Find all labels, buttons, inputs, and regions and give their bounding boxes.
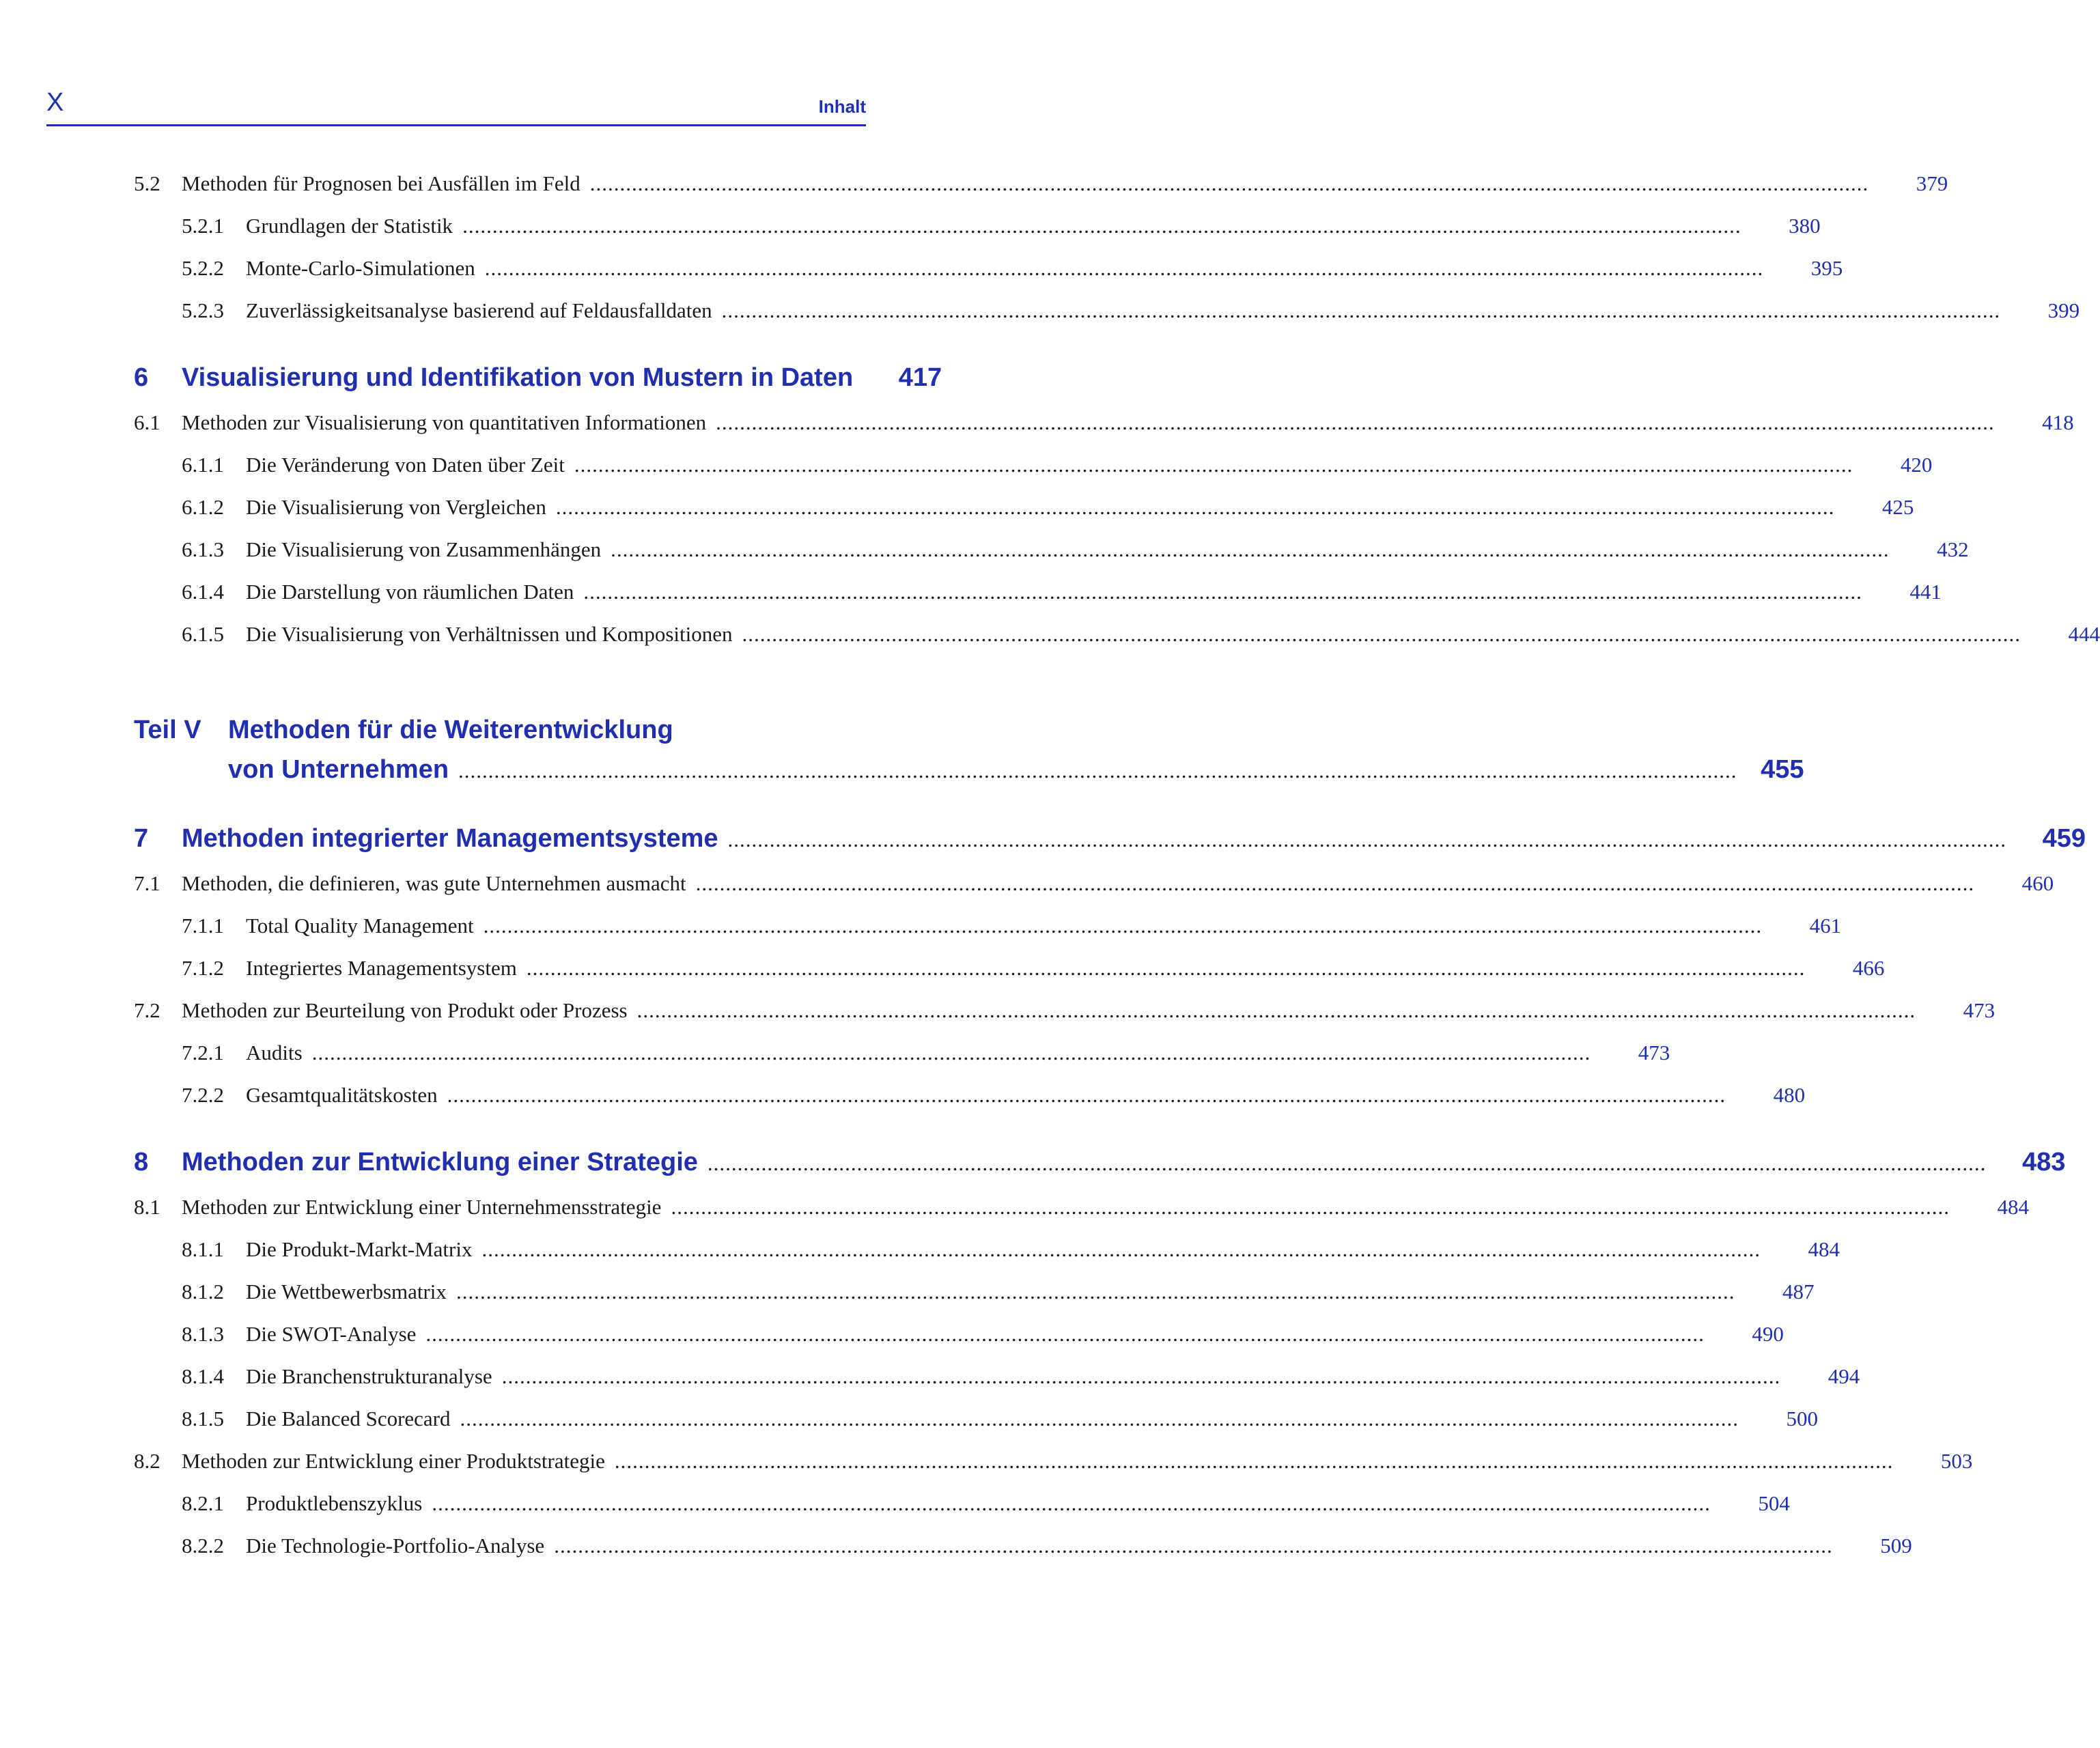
entry-title: Die Produkt-Markt-Matrix [246, 1237, 473, 1261]
entry-number: 8.1.2 [182, 1280, 224, 1303]
entry-page: 395 [1810, 256, 1843, 280]
dot-leader: ...................................................................................................................................................................................................................... [555, 495, 1835, 519]
entry-page: 509 [1880, 1534, 1912, 1557]
entry-page: 484 [1808, 1237, 1840, 1261]
dot-leader: ...................................................................................................................................................................................................................... [458, 759, 1737, 783]
entry-page: 473 [1638, 1041, 1670, 1065]
entry-title: Methoden zur Beurteilung von Produkt oder Prozess [182, 998, 628, 1022]
chapter-number: 6 [134, 363, 149, 392]
toc-entry-5-2-1[interactable] [0, 211, 1821, 241]
dot-leader: ...................................................................................................................................................................................................................... [311, 1041, 1591, 1065]
entry-title: Die Balanced Scorecard [246, 1407, 451, 1430]
running-head [46, 89, 866, 126]
entry-page: 494 [1828, 1364, 1860, 1388]
toc-entry-5-2-3[interactable] [0, 296, 2080, 326]
entry-page: 380 [1789, 214, 1821, 238]
entry-number: 6.1 [134, 410, 160, 434]
entry-number: 6.1.1 [182, 453, 224, 477]
entry-number: 7.2 [134, 998, 160, 1022]
entry-number: 6.1.5 [182, 622, 224, 646]
toc-entry-7-2[interactable] [0, 996, 1996, 1026]
toc-entry-8-1-5[interactable] [0, 1404, 1819, 1434]
entry-page: 480 [1773, 1083, 1806, 1107]
entry-title: Die Visualisierung von Zusammenhängen [246, 537, 602, 561]
entry-title: Die Veränderung von Daten über Zeit [246, 453, 565, 477]
toc-entry-8-1-4[interactable] [0, 1362, 1860, 1392]
dot-leader: ...................................................................................................................................................................................................................... [481, 1237, 1761, 1261]
entry-title: Methoden zur Entwicklung einer Produktstrategie [182, 1449, 605, 1473]
toc-entry-5-2-2[interactable] [0, 253, 1843, 283]
entry-number: 6.1.4 [182, 580, 224, 604]
dot-leader: ...................................................................................................................................................................................................................... [614, 1449, 1894, 1473]
entry-title: Methoden zur Visualisierung von quantitativen Informationen [182, 410, 707, 434]
entry-title: Zuverlässigkeitsanalyse basierend auf Feldausfalldaten [246, 298, 712, 322]
section-title: Inhalt [818, 96, 866, 117]
dot-leader: ...................................................................................................................................................................................................................... [611, 537, 1890, 561]
entry-page: 441 [1909, 580, 1942, 604]
part-title-line-2: von Unternehmen [228, 755, 449, 784]
entry-number: 7.1 [134, 871, 160, 895]
chapter-page: 417 [898, 363, 942, 392]
chapter-title: Methoden integrierter Managementsysteme [182, 824, 718, 853]
entry-number: 8.1.1 [182, 1237, 224, 1261]
entry-page: 432 [1937, 537, 1969, 561]
entry-page: 420 [1900, 453, 1933, 477]
part-title-line-1: Methoden für die Weiterentwicklung [228, 716, 673, 744]
toc-entry-6-1-4[interactable] [0, 577, 1942, 607]
part-title-line-2-row [228, 750, 1804, 791]
entry-page: 473 [1963, 998, 1996, 1022]
entry-number: 8.1.4 [182, 1364, 224, 1388]
toc-entry-6-1[interactable] [0, 408, 2074, 438]
entry-number: 8.2.1 [182, 1491, 224, 1515]
entry-title: Total Quality Management [246, 914, 474, 938]
dot-leader: ...................................................................................................................................................................................................................... [589, 171, 1869, 195]
entry-title: Die Wettbewerbsmatrix [246, 1280, 447, 1303]
entry-page: 466 [1852, 956, 1885, 980]
part-label: Teil V [134, 716, 201, 744]
entry-number: 7.2.1 [182, 1041, 224, 1065]
dot-leader: ...................................................................................................................................................................................................................... [460, 1407, 1739, 1430]
chapter-title: Visualisierung und Identifikation von Mustern in Daten [182, 363, 854, 392]
page-number: X [46, 88, 64, 117]
entry-page: 484 [1997, 1195, 2029, 1219]
entry-title: Audits [246, 1041, 303, 1065]
entry-page: 460 [2021, 871, 2054, 895]
chapter-page: 459 [2042, 824, 2086, 853]
entry-title: Die Branchenstrukturanalyse [246, 1364, 492, 1388]
entry-number: 8.2.2 [182, 1534, 224, 1557]
toc-entry-7-1-2[interactable] [0, 953, 1885, 983]
entry-page: 418 [2042, 410, 2074, 434]
entry-title: Methoden zur Entwicklung einer Unternehmensstrategie [182, 1195, 662, 1219]
dot-leader: ...................................................................................................................................................................................................................... [432, 1491, 1711, 1515]
entry-title: Produktlebenszyklus [246, 1491, 423, 1515]
toc-entry-6-1-3[interactable] [0, 535, 1969, 565]
dot-leader: ...................................................................................................................................................................................................................... [456, 1280, 1735, 1303]
dot-leader: ...................................................................................................................................................................................................................... [716, 410, 1995, 434]
toc-entry-7-1[interactable] [0, 869, 2054, 899]
entry-page: 504 [1758, 1491, 1790, 1515]
toc-chapter-8[interactable] [0, 1145, 2066, 1183]
toc-entry-6-1-5[interactable] [0, 619, 2100, 649]
entry-title: Die Visualisierung von Vergleichen [246, 495, 546, 519]
toc-chapter-7[interactable] [0, 821, 2086, 860]
toc-entry-7-1-1[interactable] [0, 911, 1842, 941]
entry-title: Die Visualisierung von Verhältnissen und Kompositionen [246, 622, 733, 646]
dot-leader: ...................................................................................................................................................................................................................... [554, 1534, 1833, 1557]
chapter-title: Methoden zur Entwicklung einer Strategie [182, 1148, 698, 1176]
entry-title: Gesamtqualitätskosten [246, 1083, 438, 1107]
entry-page: 461 [1809, 914, 1842, 938]
entry-title: Methoden für Prognosen bei Ausfällen im Feld [182, 171, 580, 195]
entry-number: 7.2.2 [182, 1083, 224, 1107]
toc-part-5[interactable] [134, 710, 1804, 792]
entry-number: 7.1.2 [182, 956, 224, 980]
entry-title: Integriertes Managementsystem [246, 956, 517, 980]
entry-number: 5.2 [134, 171, 160, 195]
toc-entry-8-1[interactable] [0, 1192, 2029, 1222]
dot-leader: ...................................................................................................................................................................................................................... [727, 828, 2007, 851]
entry-number: 8.1 [134, 1195, 160, 1219]
dot-leader: ...................................................................................................................................................................................................................... [425, 1322, 1705, 1346]
entry-title: Methoden, die definieren, was gute Unternehmen ausmacht [182, 871, 686, 895]
toc-entry-8-1-3[interactable] [0, 1319, 1784, 1349]
dot-leader: ...................................................................................................................................................................................................................... [636, 998, 1916, 1022]
entry-page: 500 [1786, 1407, 1819, 1430]
entry-number: 8.1.5 [182, 1407, 224, 1430]
toc-entry-6-1-1[interactable] [0, 450, 1933, 480]
entry-page: 503 [1940, 1449, 1973, 1473]
toc-entry-7-2-2[interactable] [0, 1080, 1806, 1110]
entry-page: 425 [1881, 495, 1914, 519]
entry-title: Die Darstellung von räumlichen Daten [246, 580, 574, 604]
entry-number: 8.1.3 [182, 1322, 224, 1346]
dot-leader: ...................................................................................................................................................................................................................... [501, 1364, 1781, 1388]
entry-number: 5.2.2 [182, 256, 224, 280]
dot-leader: ...................................................................................................................................................................................................................... [671, 1195, 1950, 1219]
toc-entry-8-1-2[interactable] [0, 1277, 1815, 1307]
dot-leader: ...................................................................................................................................................................................................................... [526, 956, 1806, 980]
dot-leader: ...................................................................................................................................................................................................................... [721, 298, 2001, 322]
entry-number: 7.1.1 [182, 914, 224, 938]
entry-title: Die Technologie-Portfolio-Analyse [246, 1534, 545, 1557]
entry-number: 5.2.1 [182, 214, 224, 238]
toc-entry-8-2-2[interactable] [0, 1531, 1912, 1561]
entry-title: Die SWOT-Analyse [246, 1322, 417, 1346]
dot-leader: ...................................................................................................................................................................................................................... [483, 914, 1763, 938]
entry-title: Grundlagen der Statistik [246, 214, 453, 238]
entry-page: 487 [1782, 1280, 1815, 1303]
dot-leader: ...................................................................................................................................................................................................................... [742, 622, 2021, 646]
toc-entry-7-2-1[interactable] [0, 1038, 1670, 1068]
toc-entry-8-2[interactable] [0, 1446, 1973, 1476]
entry-page: 379 [1916, 171, 1948, 195]
dot-leader: ...................................................................................................................................................................................................................... [462, 214, 1741, 238]
toc-entry-6-1-2[interactable] [0, 492, 1914, 522]
entry-number: 5.2.3 [182, 298, 224, 322]
dot-leader: ...................................................................................................................................................................................................................... [484, 256, 1764, 280]
chapter-number: 8 [134, 1148, 149, 1176]
dot-leader: ...................................................................................................................................................................................................................... [707, 1151, 1987, 1175]
entry-number: 8.2 [134, 1449, 160, 1473]
dot-leader: ...................................................................................................................................................................................................................... [574, 453, 1853, 477]
part-page: 455 [1761, 755, 1804, 784]
toc-entry-5-2[interactable] [0, 169, 1948, 199]
chapter-number: 7 [134, 824, 149, 853]
chapter-page: 483 [2021, 1148, 2066, 1176]
toc-chapter-6[interactable] [0, 361, 987, 399]
dot-leader: ...................................................................................................................................................................................................................... [695, 871, 1975, 895]
dot-leader: ...................................................................................................................................................................................................................... [447, 1083, 1726, 1107]
entry-number: 6.1.2 [182, 495, 224, 519]
toc-entry-8-2-1[interactable] [0, 1489, 1790, 1519]
entry-page: 399 [2047, 298, 2080, 322]
entry-title: Monte-Carlo-Simulationen [246, 256, 475, 280]
entry-page: 490 [1752, 1322, 1784, 1346]
dot-leader: ...................................................................................................................................................................................................................... [583, 580, 1862, 604]
entry-page: 444 [2068, 622, 2100, 646]
entry-number: 6.1.3 [182, 537, 224, 561]
toc-entry-8-1-1[interactable] [0, 1235, 1840, 1265]
